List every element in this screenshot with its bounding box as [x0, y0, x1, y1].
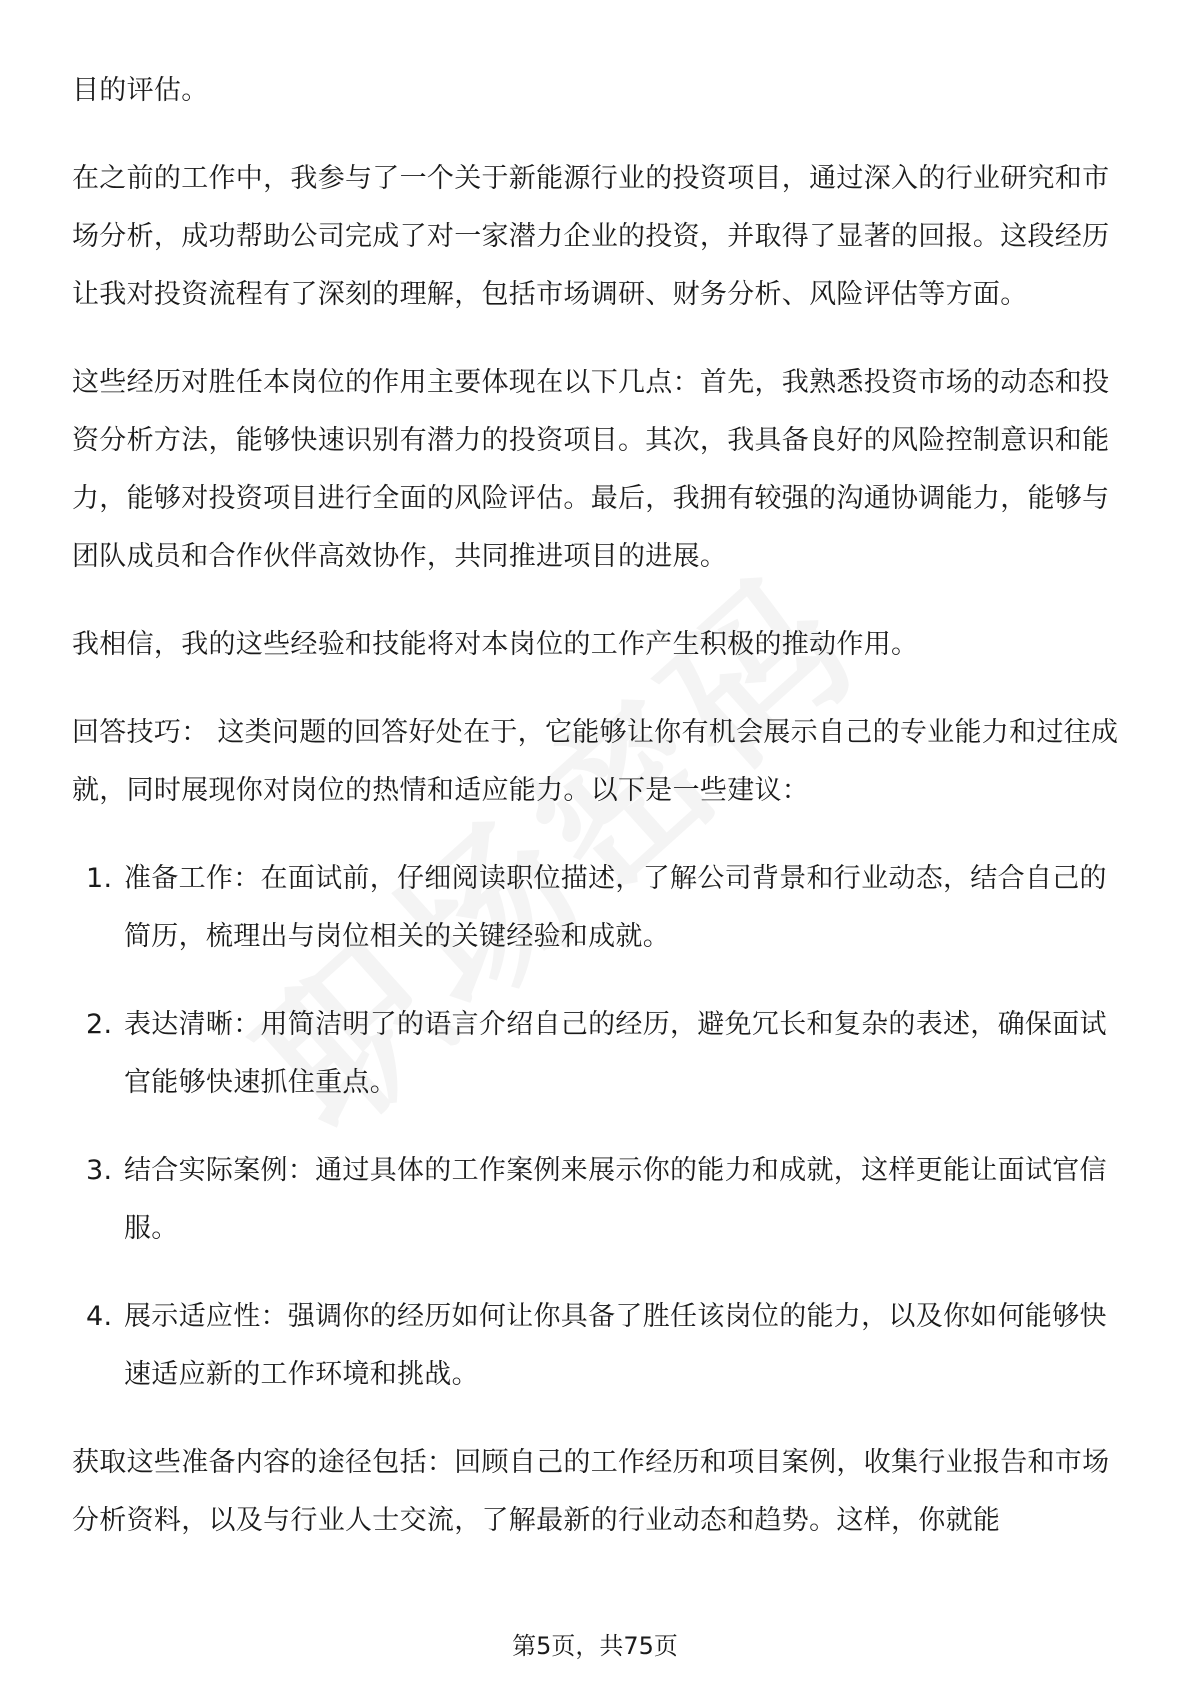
paragraph-sources: 获取这些准备内容的途径包括：回顾自己的工作经历和项目案例，收集行业报告和市场分析资料，以及与行业人士交流，了解最新的行业动态和趋势。这样，你就能 — [72, 1447, 1110, 1536]
page-content — [72, 62, 1122, 1580]
list-item-text: 展示适应性：强调你的经历如何让你具备了胜任该岗位的能力，以及你如何能够快速适应新的工作环境和挑战。 — [124, 1301, 1107, 1390]
list-item-text: 结合实际案例：通过具体的工作案例来展示你的能力和成就，这样更能让面试官信服。 — [124, 1155, 1107, 1244]
list-item — [72, 1142, 1122, 1258]
list-item-number: 3. — [86, 1155, 113, 1186]
list-item — [72, 996, 1122, 1112]
paragraph-answer-tips: 回答技巧： 这类问题的回答好处在于，它能够让你有机会展示自己的专业能力和过往成就，同时展现你对岗位的热情和适应能力。以下是一些建议： — [72, 717, 1119, 806]
tips-list — [72, 850, 1122, 1404]
list-item — [72, 1288, 1122, 1404]
list-item-number: 4. — [86, 1301, 113, 1332]
list-item-text: 表达清晰：用简洁明了的语言介绍自己的经历，避免冗长和复杂的表述，确保面试官能够快速抓住重点。 — [124, 1009, 1107, 1098]
list-item-text: 准备工作：在面试前，仔细阅读职位描述，了解公司背景和行业动态，结合自己的简历，梳理出与岗位相关的关键经验和成就。 — [124, 863, 1107, 952]
list-item-number: 2. — [86, 1009, 113, 1040]
list-item-number: 1. — [86, 863, 113, 894]
paragraph-belief: 我相信，我的这些经验和技能将对本岗位的工作产生积极的推动作用。 — [72, 629, 919, 660]
page-number-footer: 第5页，共75页 — [512, 1632, 678, 1660]
list-item — [72, 850, 1122, 966]
paragraph-experience: 在之前的工作中，我参与了一个关于新能源行业的投资项目，通过深入的行业研究和市场分析，成功帮助公司完成了对一家潜力企业的投资，并取得了显著的回报。这段经历让我对投资流程有了深刻的理解，包括市场调研、财务分析、风险评估等方面。 — [72, 163, 1110, 310]
paragraph-strengths: 这些经历对胜任本岗位的作用主要体现在以下几点：首先，我熟悉投资市场的动态和投资分析方法，能够快速识别有潜力的投资项目。其次，我具备良好的风险控制意识和能力，能够对投资项目进行全面的风险评估。最后，我拥有较强的沟通协调能力，能够与团队成员和合作伙伴高效协作，共同推进项目的进展。 — [72, 367, 1110, 572]
paragraph-continuation: 目的评估。 — [72, 75, 209, 106]
